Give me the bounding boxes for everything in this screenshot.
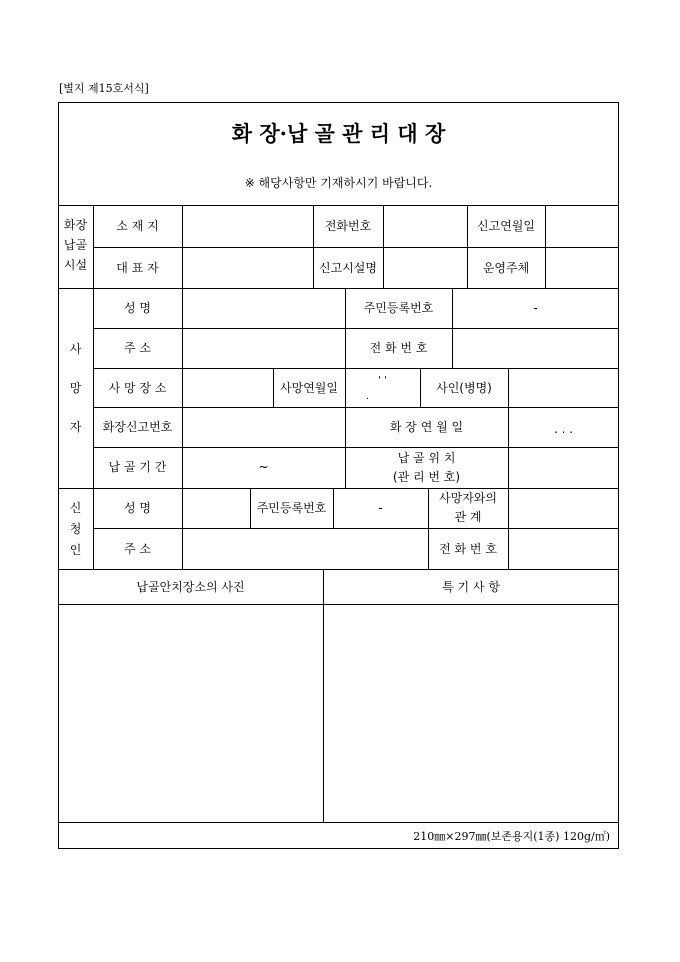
management-no-label: (관 리 번 호) [392, 470, 461, 484]
page-title: 화 장·납 골 관 리 대 장 [231, 121, 446, 146]
facility-report-name-label: 신고시설명 [319, 261, 377, 275]
rule [93, 247, 619, 248]
applicant-group-label: 신 [69, 501, 82, 515]
rule [323, 569, 324, 822]
applicant-group-label: 청 [69, 522, 82, 536]
rule [313, 205, 314, 288]
relation-label-2: 관 계 [454, 510, 482, 524]
applicant-address-label: 주 소 [124, 542, 151, 556]
rule [58, 488, 619, 489]
facility-phone-label: 전화번호 [324, 219, 372, 233]
rule [58, 569, 619, 570]
remarks-header: 특 기 사 항 [442, 580, 500, 594]
applicant-group-label: 인 [69, 543, 82, 557]
rule [93, 407, 619, 408]
cremation-report-no-label: 화장신고번호 [102, 420, 173, 434]
rule [58, 604, 619, 605]
relation-label: 사망자와의 [439, 491, 497, 505]
facility-representative-label: 대 표 자 [116, 261, 159, 275]
applicant-resident-no-dash: - [378, 501, 383, 515]
rule [467, 205, 468, 288]
death-date-label: 사망연월일 [280, 381, 338, 395]
rule [508, 368, 509, 407]
facility-group-label: 시설 [63, 258, 88, 272]
facility-operator-label: 운영주체 [482, 261, 530, 275]
deceased-group-label: 사 [69, 342, 82, 356]
death-date-marks: ' ' [378, 375, 387, 386]
footer-paper-spec: 210㎜×297㎜(보존용지(1종) 120g/㎡) [413, 830, 610, 843]
applicant-resident-no-label: 주민등록번호 [256, 501, 327, 515]
deceased-resident-no-label: 주민등록번호 [363, 301, 434, 315]
notice-text: ※ 해당사항만 기재하시기 바랍니다. [244, 176, 433, 190]
rule [345, 288, 346, 368]
deceased-address-label: 주 소 [124, 341, 151, 355]
deceased-name-label: 성 명 [124, 301, 151, 315]
rule [93, 528, 619, 529]
rule [383, 205, 384, 288]
deceased-group-label: 망 [69, 381, 82, 395]
deceased-phone-label: 전 화 번 호 [369, 341, 428, 355]
applicant-name-label: 성 명 [124, 501, 151, 515]
facility-group-label: 화장 [63, 218, 88, 232]
rule [58, 822, 619, 823]
facility-group-label: 납골 [63, 238, 88, 252]
rule [545, 205, 546, 288]
cremation-date-label: 화 장 연 월 일 [389, 420, 464, 434]
rule [93, 447, 619, 448]
rule [508, 488, 509, 569]
deceased-group-label: 자 [69, 420, 82, 434]
facility-report-date-label: 신고연월일 [477, 219, 535, 233]
photo-header: 납골안치장소의 사진 [136, 580, 245, 594]
cause-label: 사인(병명) [436, 381, 492, 395]
form-number: [별지 제15호서식] [59, 82, 149, 95]
rule [508, 407, 509, 488]
facility-location-label: 소 재 지 [116, 219, 159, 233]
applicant-phone-label: 전 화 번 호 [439, 542, 497, 556]
rule [93, 368, 619, 369]
enshrine-location-label: 납 골 위 치 [397, 451, 456, 465]
death-date-dot: . [365, 391, 370, 402]
rule [93, 328, 619, 329]
death-place-label: 사 망 장 소 [108, 381, 167, 395]
deceased-resident-no-dash: - [533, 301, 538, 315]
period-tilde: ~ [258, 460, 269, 474]
rule [58, 205, 619, 206]
enshrine-period-label: 납 골 기 간 [108, 460, 167, 474]
rule [452, 288, 453, 368]
ledger-form [58, 102, 619, 849]
rule [182, 205, 183, 569]
rule [58, 288, 619, 289]
cremation-date-dots: . . . [553, 422, 574, 436]
